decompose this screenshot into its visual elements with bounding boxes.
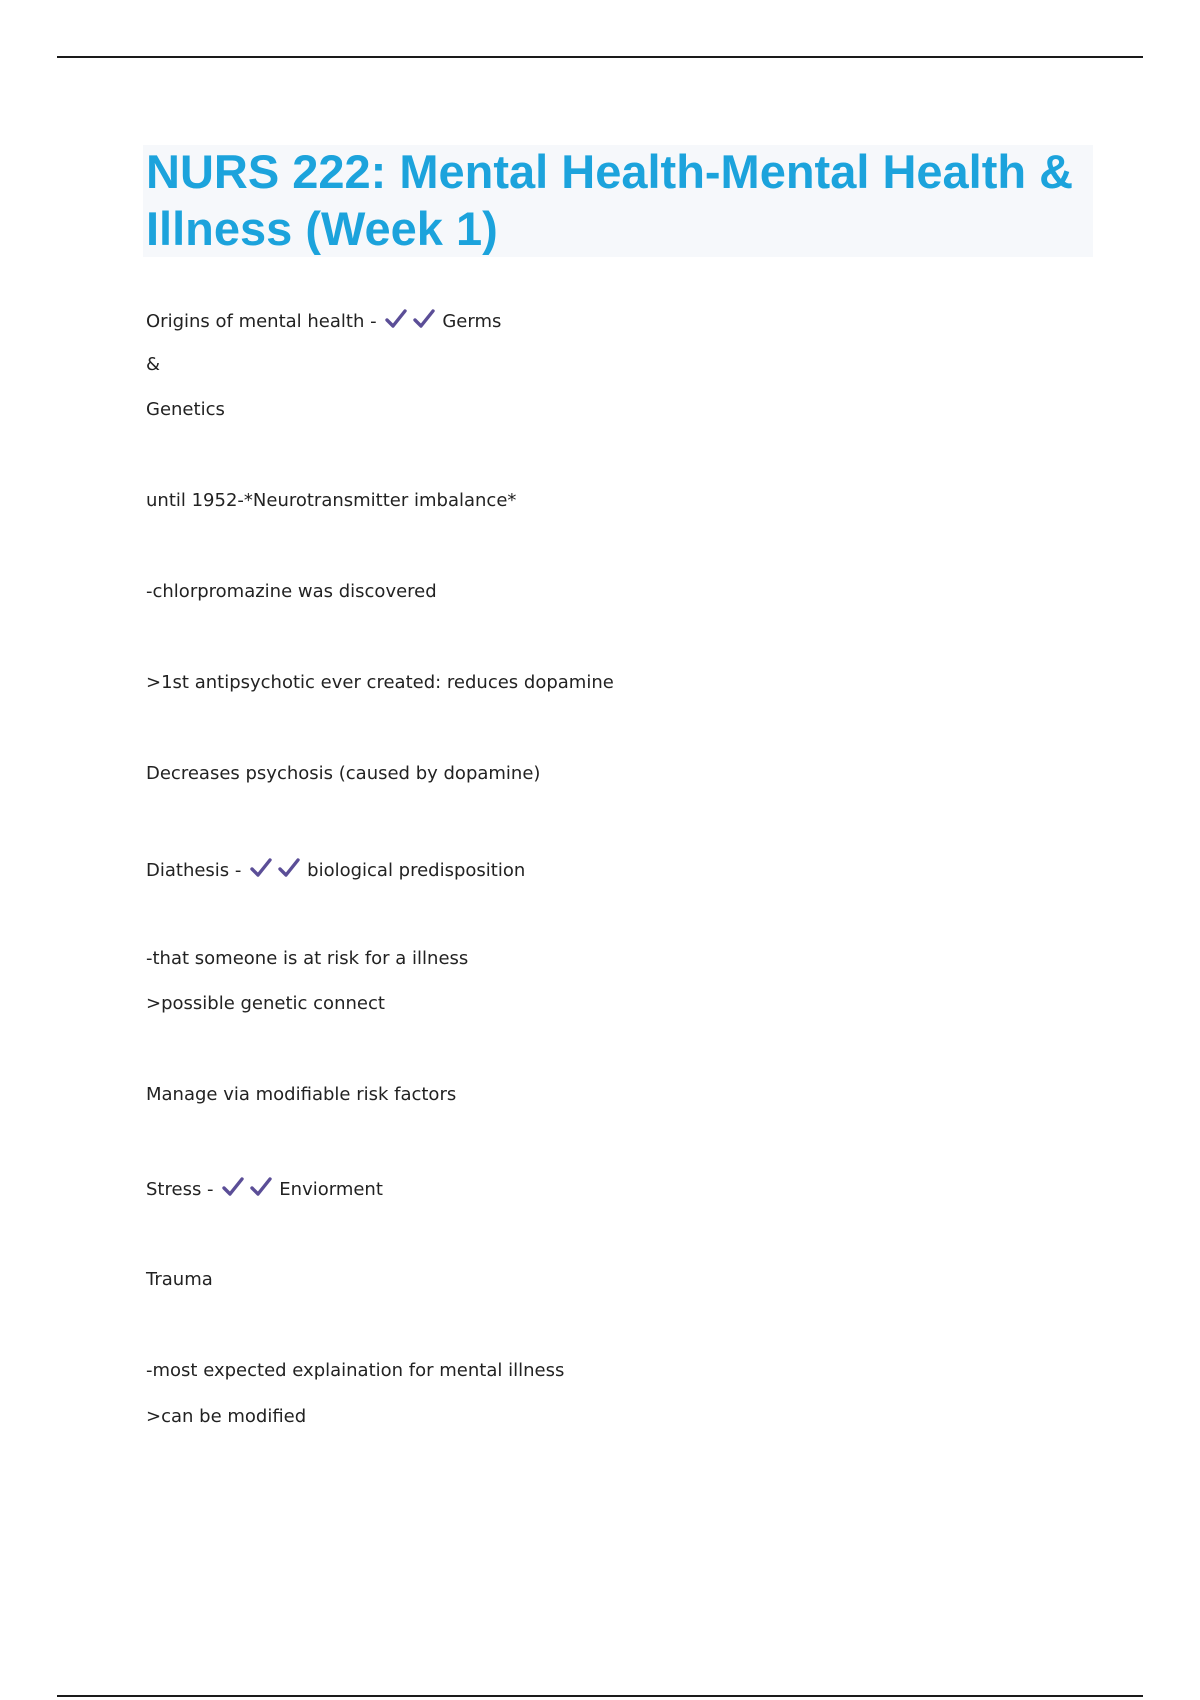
body-line: Manage via modifiable risk factors [146,1084,457,1105]
double-check-icon [221,1175,277,1206]
body-line: Decreases psychosis (caused by dopamine) [146,763,541,784]
body-line: Trauma [146,1269,213,1290]
header-rule [57,56,1143,58]
body-line: >possible genetic connect [146,993,385,1014]
body-line: Genetics [146,399,225,420]
term-text: Stress - [146,1179,214,1200]
body-line: -most expected explaination for mental illness [146,1360,565,1381]
flashcard-line [146,307,501,338]
double-check-icon [249,856,305,887]
body-line: >1st antipsychotic ever created: reduces dopamine [146,672,614,693]
answer-text: biological predisposition [307,860,526,881]
body-line: -chlorpromazine was discovered [146,581,437,602]
answer-text: Enviorment [279,1179,383,1200]
document-title: NURS 222: Mental Health-Mental Health & Illness (Week 1) [146,145,1074,255]
body-line: & [146,354,161,375]
footer-rule [57,1695,1143,1697]
flashcard-line [146,856,525,887]
body-line: until 1952-*Neurotransmitter imbalance* [146,490,517,511]
double-check-icon [384,307,440,338]
flashcard-line [146,1175,383,1206]
answer-text: Germs [442,311,502,332]
body-line: >can be modified [146,1406,307,1427]
term-text: Diathesis - [146,860,242,881]
term-text: Origins of mental health - [146,311,377,332]
body-line: -that someone is at risk for a illness [146,948,469,969]
